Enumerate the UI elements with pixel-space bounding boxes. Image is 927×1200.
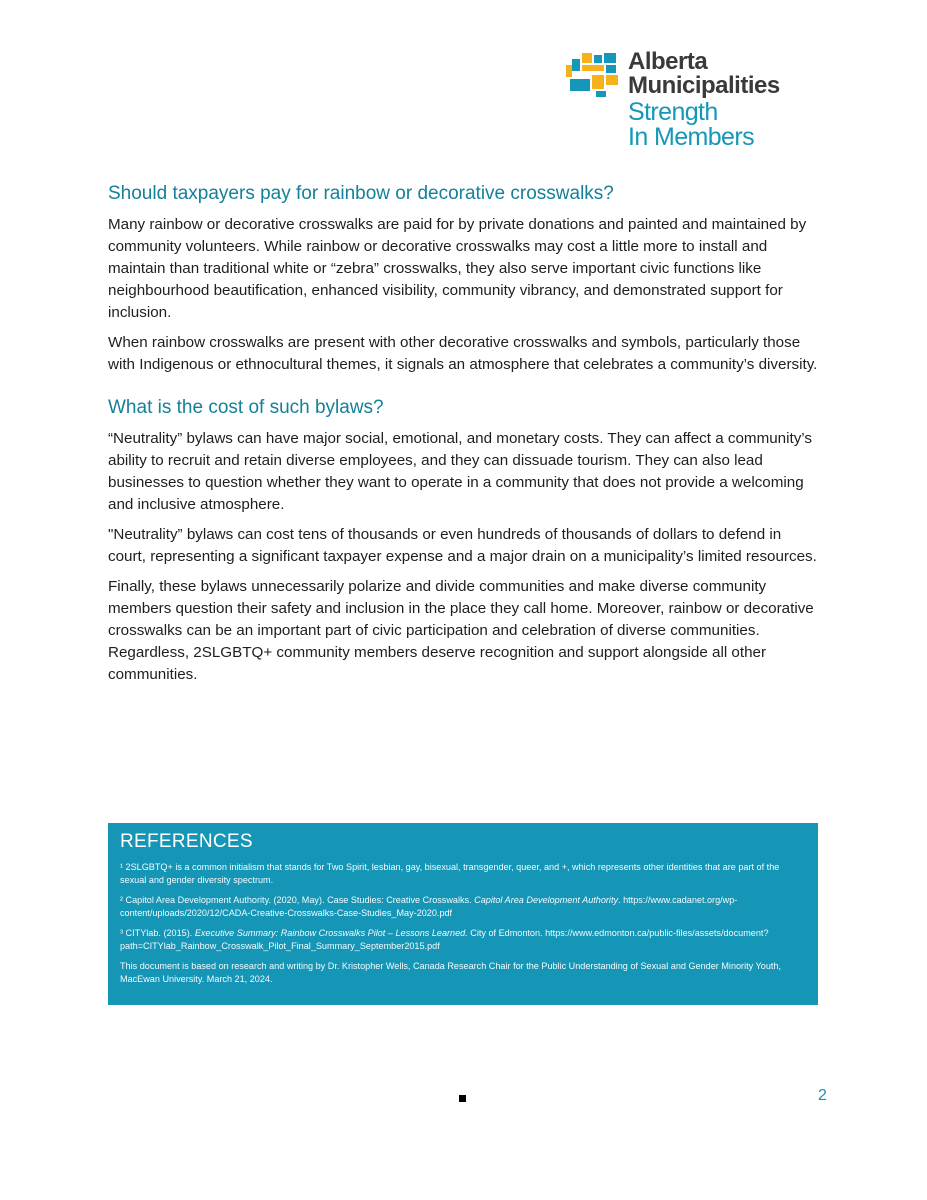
- reference-3-title: Executive Summary: Rainbow Crosswalks Pilot – Lessons Learned.: [194, 928, 468, 938]
- page-number: 2: [818, 1087, 827, 1104]
- section-heading-cost: What is the cost of such bylaws?: [108, 397, 384, 418]
- logo-tagline-strength: Strength: [628, 98, 718, 126]
- logo-tagline-in-members: In Members: [628, 123, 754, 151]
- references-box: [108, 823, 818, 1005]
- logo-wordmark: [628, 50, 780, 150]
- logo-text-municipalities: Municipalities: [628, 72, 780, 99]
- logo-mark-icon: [566, 53, 624, 97]
- reference-2-source: Capitol Area Development Authority: [474, 895, 619, 905]
- reference-1-text: ¹ 2SLGBTQ+ is a common initialism that stands for Two Spirit, lesbian, gay, bisexual, transgender, queer, and +, which represents other identities that are part of the sexual and gender diversity spectrum.: [120, 862, 780, 885]
- references-title: REFERENCES: [120, 831, 253, 852]
- reference-3-pre: ³ CITYlab. (2015).: [120, 928, 195, 938]
- paragraph: Finally, these bylaws unnecessarily polarize and divide communities and make diverse community members question their safety and inclusion in the place they call home. Moreover, rainbow or decorative crosswalks can be an important part of civic participation and celebration of diverse communities. Regardless, 2SLGBTQ+ community members deserve recognition and support alongside all other communities.: [108, 578, 814, 683]
- logo-text-alberta: Alberta: [628, 48, 708, 75]
- paragraph: “Neutrality” bylaws can have major social, emotional, and monetary costs. They can affect a community’s ability to recruit and retain diverse employees, and they can dissuade tourism. They can also lead businesses to question whether they want to operate in a community that does not provide a welcoming and inclusive atmosphere.: [108, 430, 813, 513]
- paragraph: Many rainbow or decorative crosswalks are paid for by private donations and painted and maintained by community volunteers. While rainbow or decorative crosswalks may cost a little more to install and maintain than traditional white or “zebra” crosswalks, they also serve important civic functions like neighbourhood beautification, enhanced visibility, community vibrancy, and demonstrated support for inclusion.: [108, 216, 807, 321]
- paragraph: When rainbow crosswalks are present with other decorative crosswalks and symbols, particularly those with Indigenous or ethnocultural themes, it signals an atmosphere that celebrates a community’s diversity.: [108, 334, 818, 373]
- paragraph: "Neutrality” bylaws can cost tens of thousands or even hundreds of thousands of dollars to defend in court, representing a significant taxpayer expense and a major drain on a municipality’s limited resources.: [108, 526, 817, 565]
- authorship-note-text: This document is based on research and writing by Dr. Kristopher Wells, Canada Research Chair for the Public Understanding of Sexual and Gender Minority Youth, MacEwan University. March 21, 2024.: [120, 961, 781, 984]
- page-marker-square: [459, 1095, 466, 1102]
- alberta-municipalities-logo: [566, 50, 826, 154]
- reference-2-pre: ² Capitol Area Development Authority. (2020, May). Case Studies: Creative Crosswalks.: [120, 895, 475, 905]
- reference-2-url[interactable]: . https://www.cadanet.org/wp-content/uploads/2020/12/CADA-Creative-Crosswalks-Case-Studies_May-2020.pdf: [120, 895, 738, 918]
- document-body: [108, 180, 820, 686]
- reference-3: [120, 927, 806, 953]
- reference-3-url[interactable]: City of Edmonton. https://www.edmonton.ca/public-files/assets/document?path=CITYlab_Rainbow_Crosswalk_Pilot_Final_Summary_September2015.pdf: [120, 928, 769, 951]
- reference-2: [120, 894, 806, 920]
- reference-1: [120, 861, 806, 887]
- authorship-note: [120, 960, 806, 986]
- section-heading-taxpayers: Should taxpayers pay for rainbow or decorative crosswalks?: [108, 183, 614, 204]
